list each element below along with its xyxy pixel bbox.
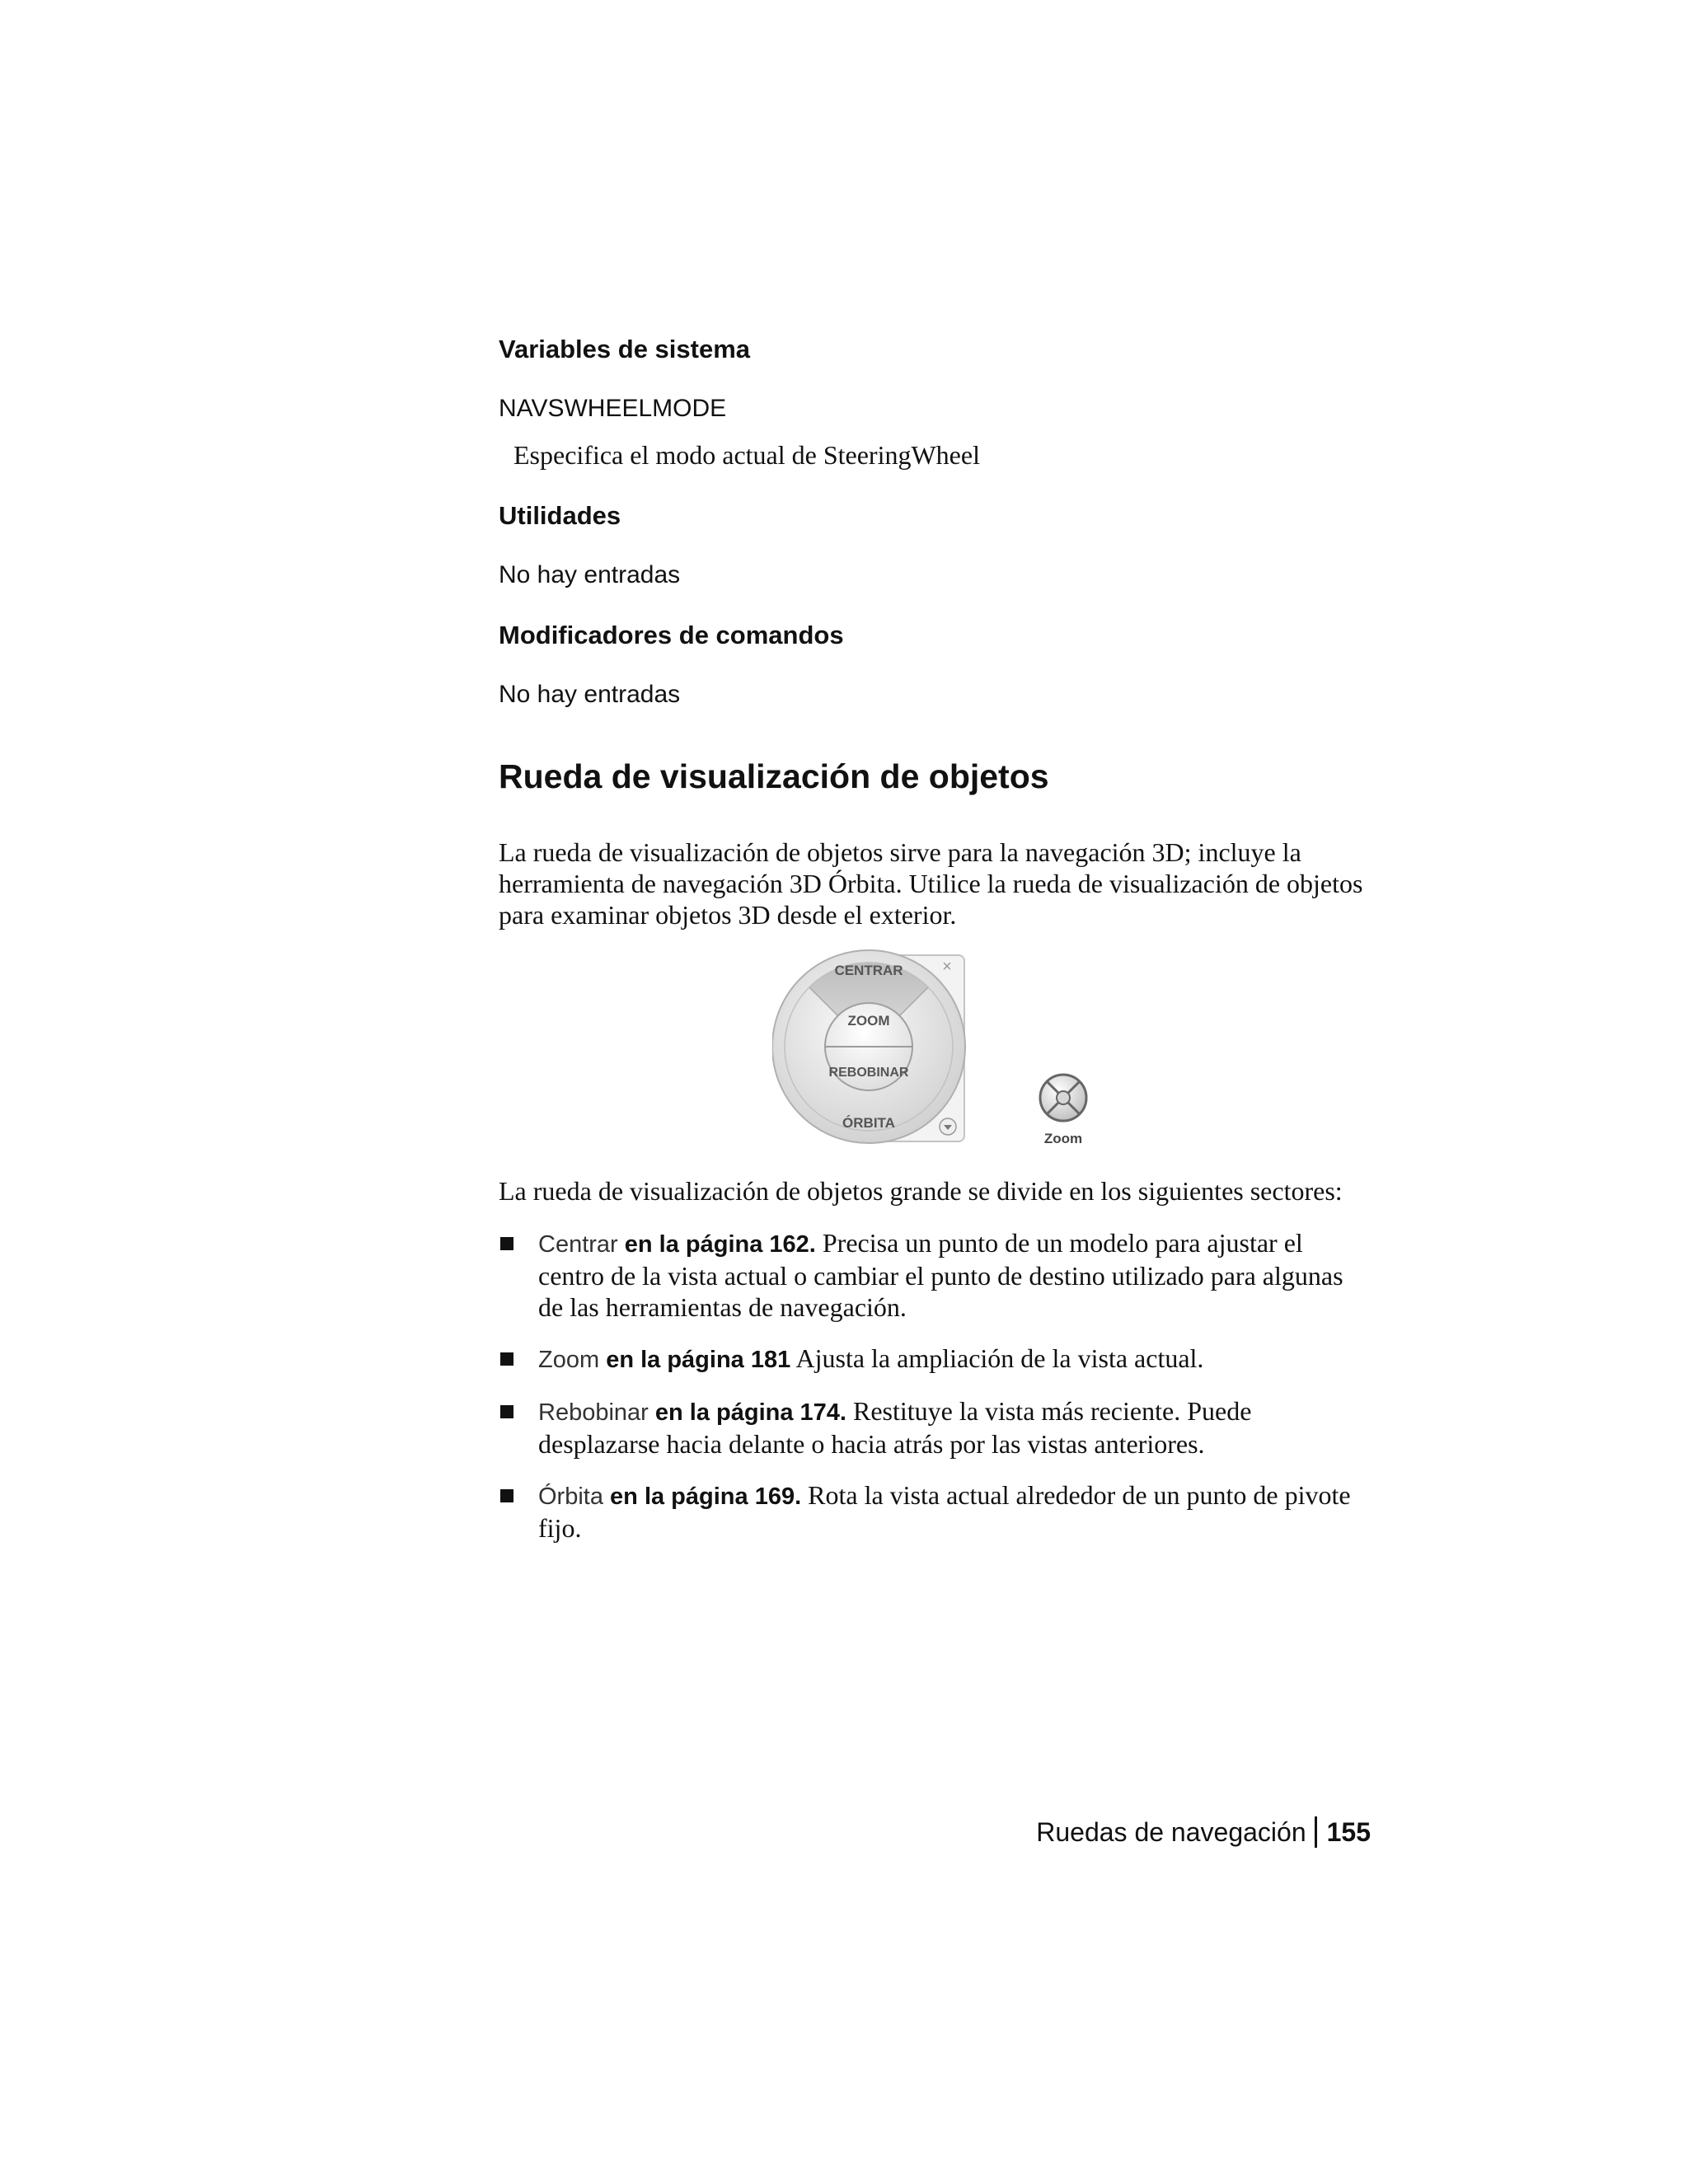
wheel-figure	[499, 949, 1372, 1169]
link-orbita[interactable]: Órbita	[538, 1483, 603, 1511]
page-reference[interactable]: en la página 174.	[648, 1399, 846, 1427]
close-icon[interactable]: ×	[942, 958, 952, 977]
label-rebobinar[interactable]: REBOBINAR	[828, 1066, 909, 1080]
mini-wheel-icon	[1038, 1072, 1089, 1123]
bullet-icon	[500, 1237, 513, 1250]
bullet-icon	[500, 1489, 513, 1502]
label-zoom[interactable]: ZOOM	[847, 1013, 890, 1029]
item-description: Rota la vista actual alrededor de un punto de pivote fijo.	[538, 1480, 1351, 1544]
mini-wheel-label: Zoom	[1043, 1131, 1083, 1147]
mini-wheel	[1030, 1072, 1096, 1147]
label-orbita[interactable]: ÓRBITA	[842, 1115, 895, 1132]
object-view-wheel	[772, 949, 968, 1145]
item-description: Restituye la vista más reciente. Puede desplazarse hacia delante o hacia atrás por las vistas anteriores.	[538, 1396, 1252, 1460]
link-rebobinar[interactable]: Rebobinar	[538, 1399, 649, 1427]
item-description: Ajusta la ampliación de la vista actual.	[790, 1343, 1204, 1374]
page-content	[499, 334, 1372, 1563]
modifiers-text: No hay entradas	[499, 680, 681, 708]
bullet-icon	[500, 1352, 513, 1366]
list-item	[499, 1343, 1372, 1376]
label-centrar: CENTRAR	[834, 963, 903, 979]
modifiers-heading: Modificadores de comandos	[499, 620, 844, 649]
intro-paragraph: La rueda de visualización de objetos sirve para la navegación 3D; incluye la herramienta de navegación 3D Órbita. Utilice la rueda de visualización de objetos para examinar objetos 3D desde el exterior.	[499, 837, 1363, 930]
page-reference[interactable]: en la página 162.	[617, 1231, 816, 1258]
item-description: Precisa un punto de un modelo para ajustar el centro de la vista actual o cambiar el punto de destino utilizado para algunas de las herramientas de navegación.	[538, 1228, 1343, 1323]
footer-divider	[1315, 1816, 1317, 1848]
link-centrar[interactable]: Centrar	[538, 1231, 618, 1258]
page-reference[interactable]: en la página 181	[599, 1347, 791, 1374]
utilities-heading: Utilidades	[499, 500, 621, 530]
list-item	[499, 1395, 1372, 1460]
page-number: 155	[1326, 1817, 1371, 1847]
sysvar-name: NAVSWHEELMODE	[499, 395, 727, 423]
page-reference[interactable]: en la página 169.	[603, 1483, 802, 1511]
bullet-icon	[500, 1405, 513, 1418]
sysvar-description: Especifica el modo actual de SteeringWheel	[513, 440, 980, 471]
list-item	[499, 1479, 1372, 1544]
list-item	[499, 1227, 1372, 1323]
link-zoom[interactable]: Zoom	[538, 1347, 600, 1374]
footer-section-title: Ruedas de navegación	[1036, 1817, 1306, 1847]
utilities-text: No hay entradas	[499, 560, 681, 588]
list-intro: La rueda de visualización de objetos grande se divide en los siguientes sectores:	[499, 1176, 1343, 1207]
section-title: Rueda de visualización de objetos	[499, 757, 1049, 795]
page-footer	[1036, 1817, 1371, 1850]
sysvars-heading: Variables de sistema	[499, 335, 751, 363]
sector-list	[499, 1227, 1372, 1544]
wheel-graphic	[772, 949, 968, 1145]
